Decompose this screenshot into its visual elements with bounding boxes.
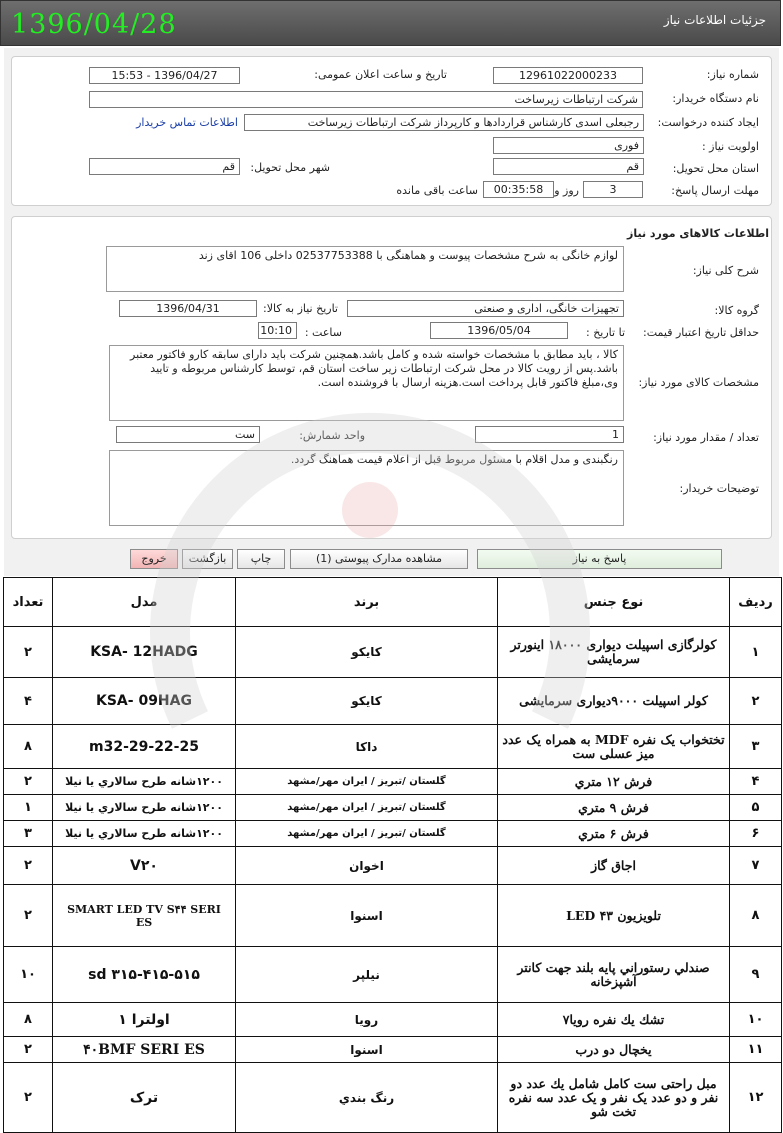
cell-row: ۷ xyxy=(730,847,782,885)
cell-row: ۴ xyxy=(730,769,782,795)
cell-row: ۱۱ xyxy=(730,1037,782,1063)
page-title: جزئیات اطلاعات نیاز xyxy=(663,13,766,27)
cell-brand: کایکو xyxy=(236,678,498,725)
cell-count: ۲ xyxy=(4,885,53,947)
province-field: قم xyxy=(493,158,644,175)
remaining-word: ساعت باقی مانده xyxy=(396,184,478,197)
cell-model: ۱۲۰۰شانه طرح سالاري يا نيلا xyxy=(53,821,236,847)
table-row xyxy=(4,885,782,947)
header-date: 1396/04/28 xyxy=(11,9,177,40)
cell-brand: رويا xyxy=(236,1003,498,1037)
spec-label: مشخصات کالای مورد نیاز: xyxy=(638,376,759,389)
table-row xyxy=(4,627,782,678)
cell-row: ۸ xyxy=(730,885,782,947)
cell-type: صندلي رستوراني پايه بلند جهت كانتر آشپزخانه xyxy=(498,947,730,1003)
spec-area: کالا ، باید مطابق با مشخصات خواسته شده و کامل باشد.همچنین شرکت باید دارای سابقه کارو فاکتور معتبر باشد.پس از رویت کالا در محل شرکت ارتباطات زیر ساخت استان قم، توسط کارشناس مربوطه و تایید وی،مبلغ فاکتور قابل پرداخت است.هزینه ارسال با فروشنده است. xyxy=(109,345,624,421)
cell-count: ۱ xyxy=(4,795,53,821)
contact-buyer-link[interactable]: اطلاعات تماس خریدار xyxy=(136,116,238,129)
reply-button[interactable]: پاسخ به نیاز xyxy=(477,549,722,569)
cell-row: ۱ xyxy=(730,627,782,678)
priority-field: فوری xyxy=(493,137,644,154)
buyer-label: نام دستگاه خریدار: xyxy=(672,92,759,105)
cell-model: KSA- 12HADG xyxy=(53,627,236,678)
cell-count: ۴ xyxy=(4,678,53,725)
table-row xyxy=(4,1037,782,1063)
table-row xyxy=(4,1063,782,1133)
need-number-field: 12961022000233 xyxy=(493,67,643,84)
cell-model: اولترا ۱ xyxy=(53,1003,236,1037)
need-number-label: شماره نیاز: xyxy=(706,68,759,81)
cell-row: ۶ xyxy=(730,821,782,847)
attachments-button[interactable]: مشاهده مدارک پیوستی (1) xyxy=(290,549,468,569)
buyer-notes-label: توضیحات خریدار: xyxy=(679,482,759,495)
cell-row: ۱۲ xyxy=(730,1063,782,1133)
unit-label: واحد شمارش: xyxy=(299,429,365,442)
cell-count: ۲ xyxy=(4,627,53,678)
header-count: تعداد xyxy=(4,578,53,627)
cell-model: V۲۰ xyxy=(53,847,236,885)
cell-type: اجاق گاز xyxy=(498,847,730,885)
cell-brand: رنگ بندي xyxy=(236,1063,498,1133)
general-desc-area: لوازم خانگی به شرح مشخصات پیوست و هماهنگی با 02537753388 داخلی 106 اقای زند xyxy=(106,246,624,292)
cell-model: ۱۲۰۰شانه طرح سالاري يا نيلا xyxy=(53,795,236,821)
table-row xyxy=(4,725,782,769)
unit-field: ست xyxy=(116,426,260,443)
cell-count: ۸ xyxy=(4,1003,53,1037)
city-label: شهر محل تحویل: xyxy=(250,161,330,174)
cell-model: KSA- 09HAG xyxy=(53,678,236,725)
qty-label: تعداد / مقدار مورد نیاز: xyxy=(653,431,759,444)
cell-model: ترک xyxy=(53,1063,236,1133)
need-date-field: 1396/04/31 xyxy=(119,300,257,317)
cell-model: ۴۰BMF SERI ES xyxy=(53,1037,236,1063)
goods-section-title: اطلاعات کالاهای مورد نیاز xyxy=(627,227,769,240)
province-label: استان محل تحویل: xyxy=(672,162,759,175)
cell-brand: اسنوا xyxy=(236,1037,498,1063)
table-row xyxy=(4,1003,782,1037)
cell-row: ۹ xyxy=(730,947,782,1003)
buyer-notes-area: رنگبندی و مدل اقلام با مسئول مربوط قبل از اعلام قیمت هماهنگ گردد. xyxy=(109,450,624,526)
announce-label: تاریخ و ساعت اعلان عمومی: xyxy=(314,68,447,81)
cell-count: ۲ xyxy=(4,1037,53,1063)
cell-type: تشك يك نفره رويا۷ xyxy=(498,1003,730,1037)
cell-row: ۵ xyxy=(730,795,782,821)
cell-type: مبل راحتی ست كامل شامل يك عدد دو نفر و دو عدد يک نفر و یک عدد سه نفره تخت شو xyxy=(498,1063,730,1133)
header-model: مدل xyxy=(53,578,236,627)
time-label: ساعت : xyxy=(304,326,342,339)
cell-type: فرش ۶ متري xyxy=(498,821,730,847)
cell-model: m32-29-22-25 xyxy=(53,725,236,769)
cell-count: ۱۰ xyxy=(4,947,53,1003)
cell-count: ۲ xyxy=(4,847,53,885)
table-row xyxy=(4,795,782,821)
table-row xyxy=(4,821,782,847)
cell-count: ۳ xyxy=(4,821,53,847)
general-desc-label: شرح کلی نیاز: xyxy=(692,264,759,277)
cell-model: sd ۳۱۵-۴۱۵-۵۱۵ xyxy=(53,947,236,1003)
cell-brand: گلستان /تبریز / ایران مهر/مشهد xyxy=(236,821,498,847)
cell-row: ۲ xyxy=(730,678,782,725)
cell-brand: داکا xyxy=(236,725,498,769)
to-date-label: تا تاریخ : xyxy=(586,326,625,339)
cell-count: ۲ xyxy=(4,1063,53,1133)
cell-model: SMART LED TV S۴۴ SERI ES xyxy=(53,885,236,947)
cell-brand: گلستان /تبریز / ایران مهر/مشهد xyxy=(236,795,498,821)
creator-label: ایجاد کننده درخواست: xyxy=(657,116,759,129)
cell-type: فرش ۹ متري xyxy=(498,795,730,821)
cell-type: تختخواب یک نفره MDF به همراه یک عدد میز عسلی ست xyxy=(498,725,730,769)
header-brand: برند xyxy=(236,578,498,627)
buyer-field: شرکت ارتباطات زیرساخت xyxy=(89,91,643,108)
table-row xyxy=(4,947,782,1003)
need-date-label: تاریخ نیاز به کالا: xyxy=(263,302,338,315)
table-row xyxy=(4,769,782,795)
cell-count: ۲ xyxy=(4,769,53,795)
cell-row: ۱۰ xyxy=(730,1003,782,1037)
header-type: نوع جنس xyxy=(498,578,730,627)
table-header-row xyxy=(4,578,782,627)
group-field: تجهیزات خانگی، اداری و صنعتی xyxy=(347,300,624,317)
city-field: قم xyxy=(89,158,240,175)
group-label: گروه کالا: xyxy=(714,304,759,317)
cell-type: تلویزیون LED ۴۳ xyxy=(498,885,730,947)
title-bar xyxy=(0,0,781,46)
cell-type: فرش ۱۲ متري xyxy=(498,769,730,795)
cell-model: ۱۲۰۰شانه طرح سالاري يا نيلا xyxy=(53,769,236,795)
header-row-number: ردیف xyxy=(730,578,782,627)
cell-brand: اسنوا xyxy=(236,885,498,947)
priority-label: اولویت نیاز : xyxy=(701,140,759,153)
items-table xyxy=(3,577,782,1133)
cell-brand: کایکو xyxy=(236,627,498,678)
time-field: 10:10 xyxy=(258,322,297,339)
cell-brand: اخوان xyxy=(236,847,498,885)
exit-button[interactable]: خروج xyxy=(130,549,178,569)
deadline-label: مهلت ارسال پاسخ: xyxy=(671,184,759,197)
qty-field: 1 xyxy=(475,426,624,443)
cell-type: یخچال دو درب xyxy=(498,1037,730,1063)
deadline-days-field: 3 xyxy=(583,181,643,198)
cell-type: کولر اسپیلت ۹۰۰۰دیواری سرمایشی xyxy=(498,678,730,725)
cell-row: ۳ xyxy=(730,725,782,769)
back-button[interactable]: بازگشت xyxy=(182,549,233,569)
cell-count: ۸ xyxy=(4,725,53,769)
print-button[interactable]: چاپ xyxy=(237,549,285,569)
table-row xyxy=(4,678,782,725)
deadline-time-field: 00:35:58 xyxy=(483,181,554,198)
cell-brand: گلستان /تبریز / ایران مهر/مشهد xyxy=(236,769,498,795)
days-word: روز و xyxy=(554,184,579,197)
announce-field: 1396/04/27 - 15:53 xyxy=(89,67,240,84)
min-validity-label: حداقل تاریخ اعتبار قیمت: xyxy=(643,326,759,339)
table-row xyxy=(4,847,782,885)
creator-field: رجبعلی اسدی کارشناس قراردادها و کارپرداز شرکت ارتباطات زیرساخت xyxy=(244,114,644,131)
cell-brand: نیلپر xyxy=(236,947,498,1003)
to-date-field: 1396/05/04 xyxy=(430,322,568,339)
cell-type: کولرگازی اسپیلت دیواری ۱۸۰۰۰ اینورتر سرمایشی xyxy=(498,627,730,678)
